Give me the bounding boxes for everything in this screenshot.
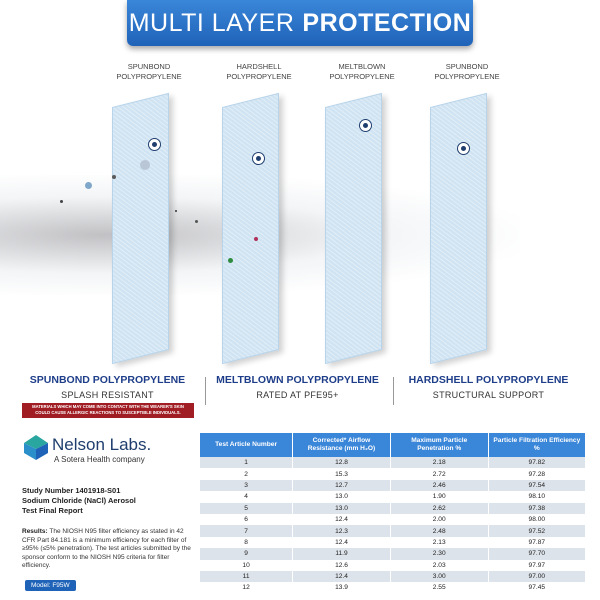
layer-marker-4 (457, 142, 470, 155)
banner-title-thin: MULTI LAYER (128, 8, 295, 37)
particle (228, 258, 233, 263)
cell-penetration: 2.62 (391, 503, 488, 514)
section-title-meltblown: MELTBLOWN POLYPROPYLENE (216, 374, 379, 386)
study-report: Test Final Report (22, 506, 83, 515)
cell-test-article: 9 (200, 548, 292, 559)
allergy-warning (22, 403, 194, 418)
particle (85, 182, 92, 189)
cell-efficiency: 97.38 (489, 503, 585, 514)
study-number: Study Number 1401918-S01 (22, 486, 121, 495)
cell-penetration: 2.00 (391, 514, 488, 525)
layer-label-2-line2: POLYPROPYLENE (226, 72, 292, 81)
cell-penetration: 2.48 (391, 525, 488, 536)
col-header-efficiency: Particle Filtration Efficiency % (489, 433, 585, 457)
section-subtitle-spunbond: SPLASH RESISTANT (61, 390, 154, 400)
cell-airflow: 13.9 (293, 582, 390, 593)
results-table (199, 433, 586, 594)
layer-label-1-line1: SPUNBOND (127, 62, 171, 71)
cell-airflow: 15.3 (293, 468, 390, 479)
layer-label-2 (214, 62, 304, 82)
table-row (200, 480, 585, 491)
layer-label-4-line1: SPUNBOND (445, 62, 489, 71)
allergy-warning-line2: COULD CAUSE ALLERGIC REACTIONS TO SUSCEPTIBLE INDIVIDUALS. (35, 410, 181, 415)
cell-efficiency: 98.00 (489, 514, 585, 525)
cell-penetration: 2.30 (391, 548, 488, 559)
layer-label-4-line2: POLYPROPYLENE (434, 72, 500, 81)
cell-penetration: 2.13 (391, 537, 488, 548)
cell-efficiency: 97.00 (489, 571, 585, 582)
layer-marker-2 (252, 152, 265, 165)
layer-label-3-line1: MELTBLOWN (338, 62, 386, 71)
cell-efficiency: 97.28 (489, 468, 585, 479)
cell-airflow: 12.4 (293, 571, 390, 582)
table-row (200, 537, 585, 548)
layer-panel-3 (325, 93, 382, 364)
layer-panel-2 (222, 93, 279, 364)
col-header-test-article: Test Article Number (200, 433, 292, 457)
section-subtitle-meltblown: RATED AT PFE95+ (256, 390, 339, 400)
layer-label-1 (104, 62, 194, 82)
allergy-warning-line1: MATERIALS WHICH MAY COME INTO CONTACT WITH THE WEARER'S SKIN (32, 404, 184, 409)
layer-label-4 (422, 62, 512, 82)
layer-marker-1 (148, 138, 161, 151)
table-row (200, 571, 585, 582)
section-subtitle-hardshell: STRUCTURAL SUPPORT (432, 390, 545, 400)
study-aerosol: Sodium Chloride (NaCl) Aerosol (22, 496, 136, 505)
results-body: The NIOSH N95 filter efficiency as stated in 42 CFR Part 84.181 is a minimum efficiency for each filter of ≥95% (≤5% penetration). The test articles submitted by the sponsor conform to the NIOSH N95 criteria for filter efficiency. (22, 528, 191, 570)
cell-efficiency: 97.52 (489, 525, 585, 536)
table-row (200, 457, 585, 468)
cell-efficiency: 97.54 (489, 480, 585, 491)
table-row (200, 548, 585, 559)
results-text (22, 528, 192, 571)
layer-label-1-line2: POLYPROPYLENE (116, 72, 182, 81)
cell-penetration: 3.00 (391, 571, 488, 582)
layer-panel-1 (112, 93, 169, 364)
cell-penetration: 2.18 (391, 457, 488, 468)
col-header-airflow: Corrected* Airflow Resistance (mm H₂O) (293, 433, 390, 457)
cell-efficiency: 97.45 (489, 582, 585, 593)
cell-airflow: 12.4 (293, 537, 390, 548)
layer-panel-4 (430, 93, 487, 364)
cell-test-article: 5 (200, 503, 292, 514)
particle (60, 200, 63, 203)
title-banner (127, 0, 473, 46)
cell-penetration: 2.72 (391, 468, 488, 479)
cell-airflow: 12.4 (293, 514, 390, 525)
results-label: Results: (22, 528, 48, 535)
study-info (22, 486, 197, 516)
cell-penetration: 2.03 (391, 560, 488, 571)
table-row (200, 503, 585, 514)
col-header-penetration: Maximum Particle Penetration % (391, 433, 488, 457)
cell-test-article: 10 (200, 560, 292, 571)
cell-test-article: 4 (200, 491, 292, 502)
nelson-labs-logo-icon (22, 433, 50, 463)
cell-airflow: 12.8 (293, 457, 390, 468)
particle (195, 220, 198, 223)
cell-airflow: 11.9 (293, 548, 390, 559)
cell-efficiency: 97.82 (489, 457, 585, 468)
layer-marker-3 (359, 119, 372, 132)
table-row (200, 468, 585, 479)
section-title-spunbond: SPUNBOND POLYPROPYLENE (29, 374, 186, 386)
cell-test-article: 11 (200, 571, 292, 582)
cell-penetration: 1.90 (391, 491, 488, 502)
table-row (200, 525, 585, 536)
cell-efficiency: 98.10 (489, 491, 585, 502)
model-badge: Model: F95W (25, 580, 76, 591)
section-title-hardshell: HARDSHELL POLYPROPYLENE (408, 374, 569, 386)
layer-label-3-line2: POLYPROPYLENE (329, 72, 395, 81)
cell-test-article: 2 (200, 468, 292, 479)
layer-label-3 (317, 62, 407, 82)
logo-tagline: A Sotera Health company (54, 455, 145, 464)
particle (112, 175, 116, 179)
banner-title-bold: PROTECTION (302, 8, 472, 37)
table-row (200, 491, 585, 502)
particle (254, 237, 258, 241)
cell-airflow: 13.0 (293, 503, 390, 514)
cell-airflow: 12.7 (293, 480, 390, 491)
cell-test-article: 7 (200, 525, 292, 536)
cell-efficiency: 97.87 (489, 537, 585, 548)
cell-test-article: 12 (200, 582, 292, 593)
cell-penetration: 2.46 (391, 480, 488, 491)
particle (175, 210, 177, 212)
table-row (200, 514, 585, 525)
cell-efficiency: 97.70 (489, 548, 585, 559)
cell-airflow: 13.0 (293, 491, 390, 502)
nelson-labs-logo (22, 433, 152, 468)
divider (393, 377, 394, 405)
cell-test-article: 3 (200, 480, 292, 491)
cell-test-article: 1 (200, 457, 292, 468)
table-row (200, 560, 585, 571)
logo-name: Nelson Labs. (52, 435, 152, 454)
layer-illustration (0, 90, 600, 375)
cell-test-article: 8 (200, 537, 292, 548)
cell-efficiency: 97.97 (489, 560, 585, 571)
cell-airflow: 12.3 (293, 525, 390, 536)
cell-test-article: 6 (200, 514, 292, 525)
cell-airflow: 12.6 (293, 560, 390, 571)
table-row (200, 582, 585, 593)
layer-label-2-line1: HARDSHELL (236, 62, 282, 71)
cell-penetration: 2.55 (391, 582, 488, 593)
table-body (200, 457, 585, 594)
particle (140, 160, 150, 170)
table-header-row (200, 433, 585, 457)
